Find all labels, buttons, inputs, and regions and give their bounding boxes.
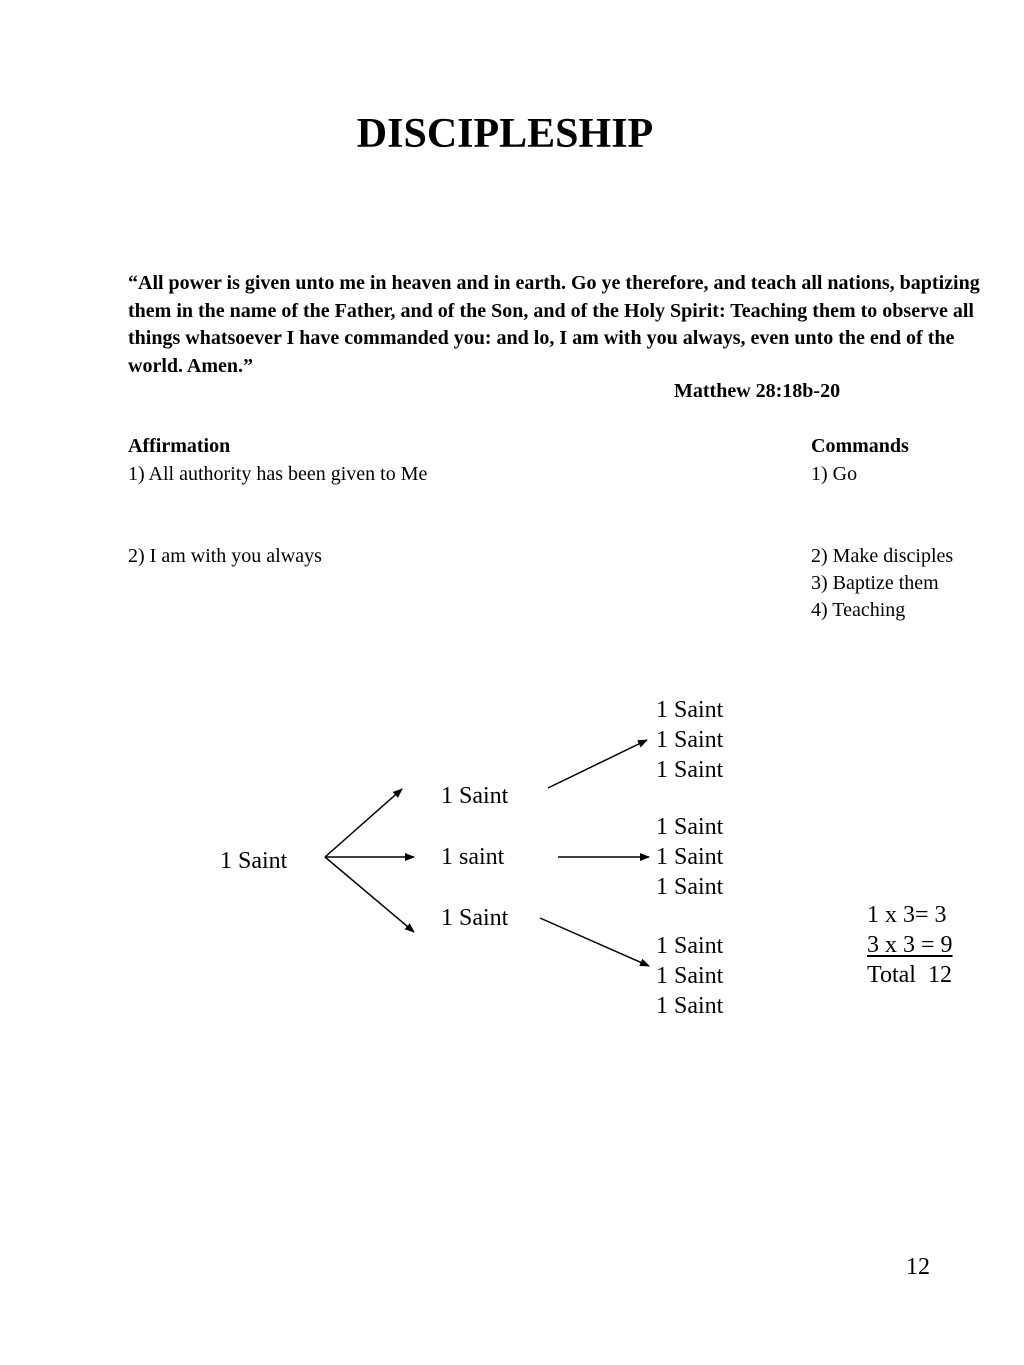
scripture-reference: Matthew 28:18b-20: [674, 380, 841, 402]
level2-saint: 1 Saint: [656, 933, 724, 959]
arrow-bottom-to-group: [540, 918, 649, 966]
command-item-3: 3) Baptize them: [811, 572, 939, 594]
level1-saint-3: 1 Saint: [441, 905, 509, 931]
level2-group-1: [656, 695, 723, 785]
page-number: 12: [906, 1254, 930, 1280]
affirmation-item-1: 1) All authority has been given to Me: [128, 463, 428, 485]
math-total: Total 12: [867, 962, 952, 988]
command-item-2: 2) Make disciples: [811, 545, 954, 567]
command-item-1: 1) Go: [811, 463, 858, 485]
root-saint: 1 Saint: [220, 848, 288, 874]
level2-saint: 1 Saint: [656, 874, 724, 900]
math-line-2: 3 x 3 = 9: [867, 932, 953, 958]
level1-saint-1: 1 Saint: [441, 783, 509, 809]
affirmation-heading: Affirmation: [128, 435, 231, 457]
level2-saint: 1 Saint: [656, 963, 724, 989]
level2-saint: 1 Saint: [656, 844, 724, 870]
level2-group-2: [656, 812, 723, 902]
level2-saint: 1 Saint: [656, 993, 724, 1019]
level2-saint: 1 Saint: [656, 814, 724, 840]
level2-group-3: [656, 931, 723, 1021]
commands-heading: Commands: [811, 435, 909, 457]
level1-saint-2: 1 saint: [441, 844, 505, 870]
level2-saint: 1 Saint: [656, 727, 724, 753]
command-item-4: 4) Teaching: [811, 599, 906, 621]
level2-saint: 1 Saint: [656, 697, 724, 723]
arrow-root-to-bottom: [325, 857, 414, 932]
scripture-quote: “All power is given unto me in heaven and in earth. Go ye therefore, and teach all nations, baptizing them in the name of the Father, and of the Son, and of the Holy Spirit: Teaching them to observe all things whatsoever I have commanded you: and lo, I am with you always, even unto the end of the world. Amen.”: [128, 272, 980, 377]
math-line-1: 1 x 3= 3: [867, 902, 947, 928]
arrow-top-to-group: [548, 740, 647, 788]
affirmation-item-2: 2) I am with you always: [128, 545, 322, 567]
level2-saint: 1 Saint: [656, 757, 724, 783]
arrow-root-to-top: [325, 789, 402, 857]
page-title: DISCIPLESHIP: [356, 111, 654, 157]
